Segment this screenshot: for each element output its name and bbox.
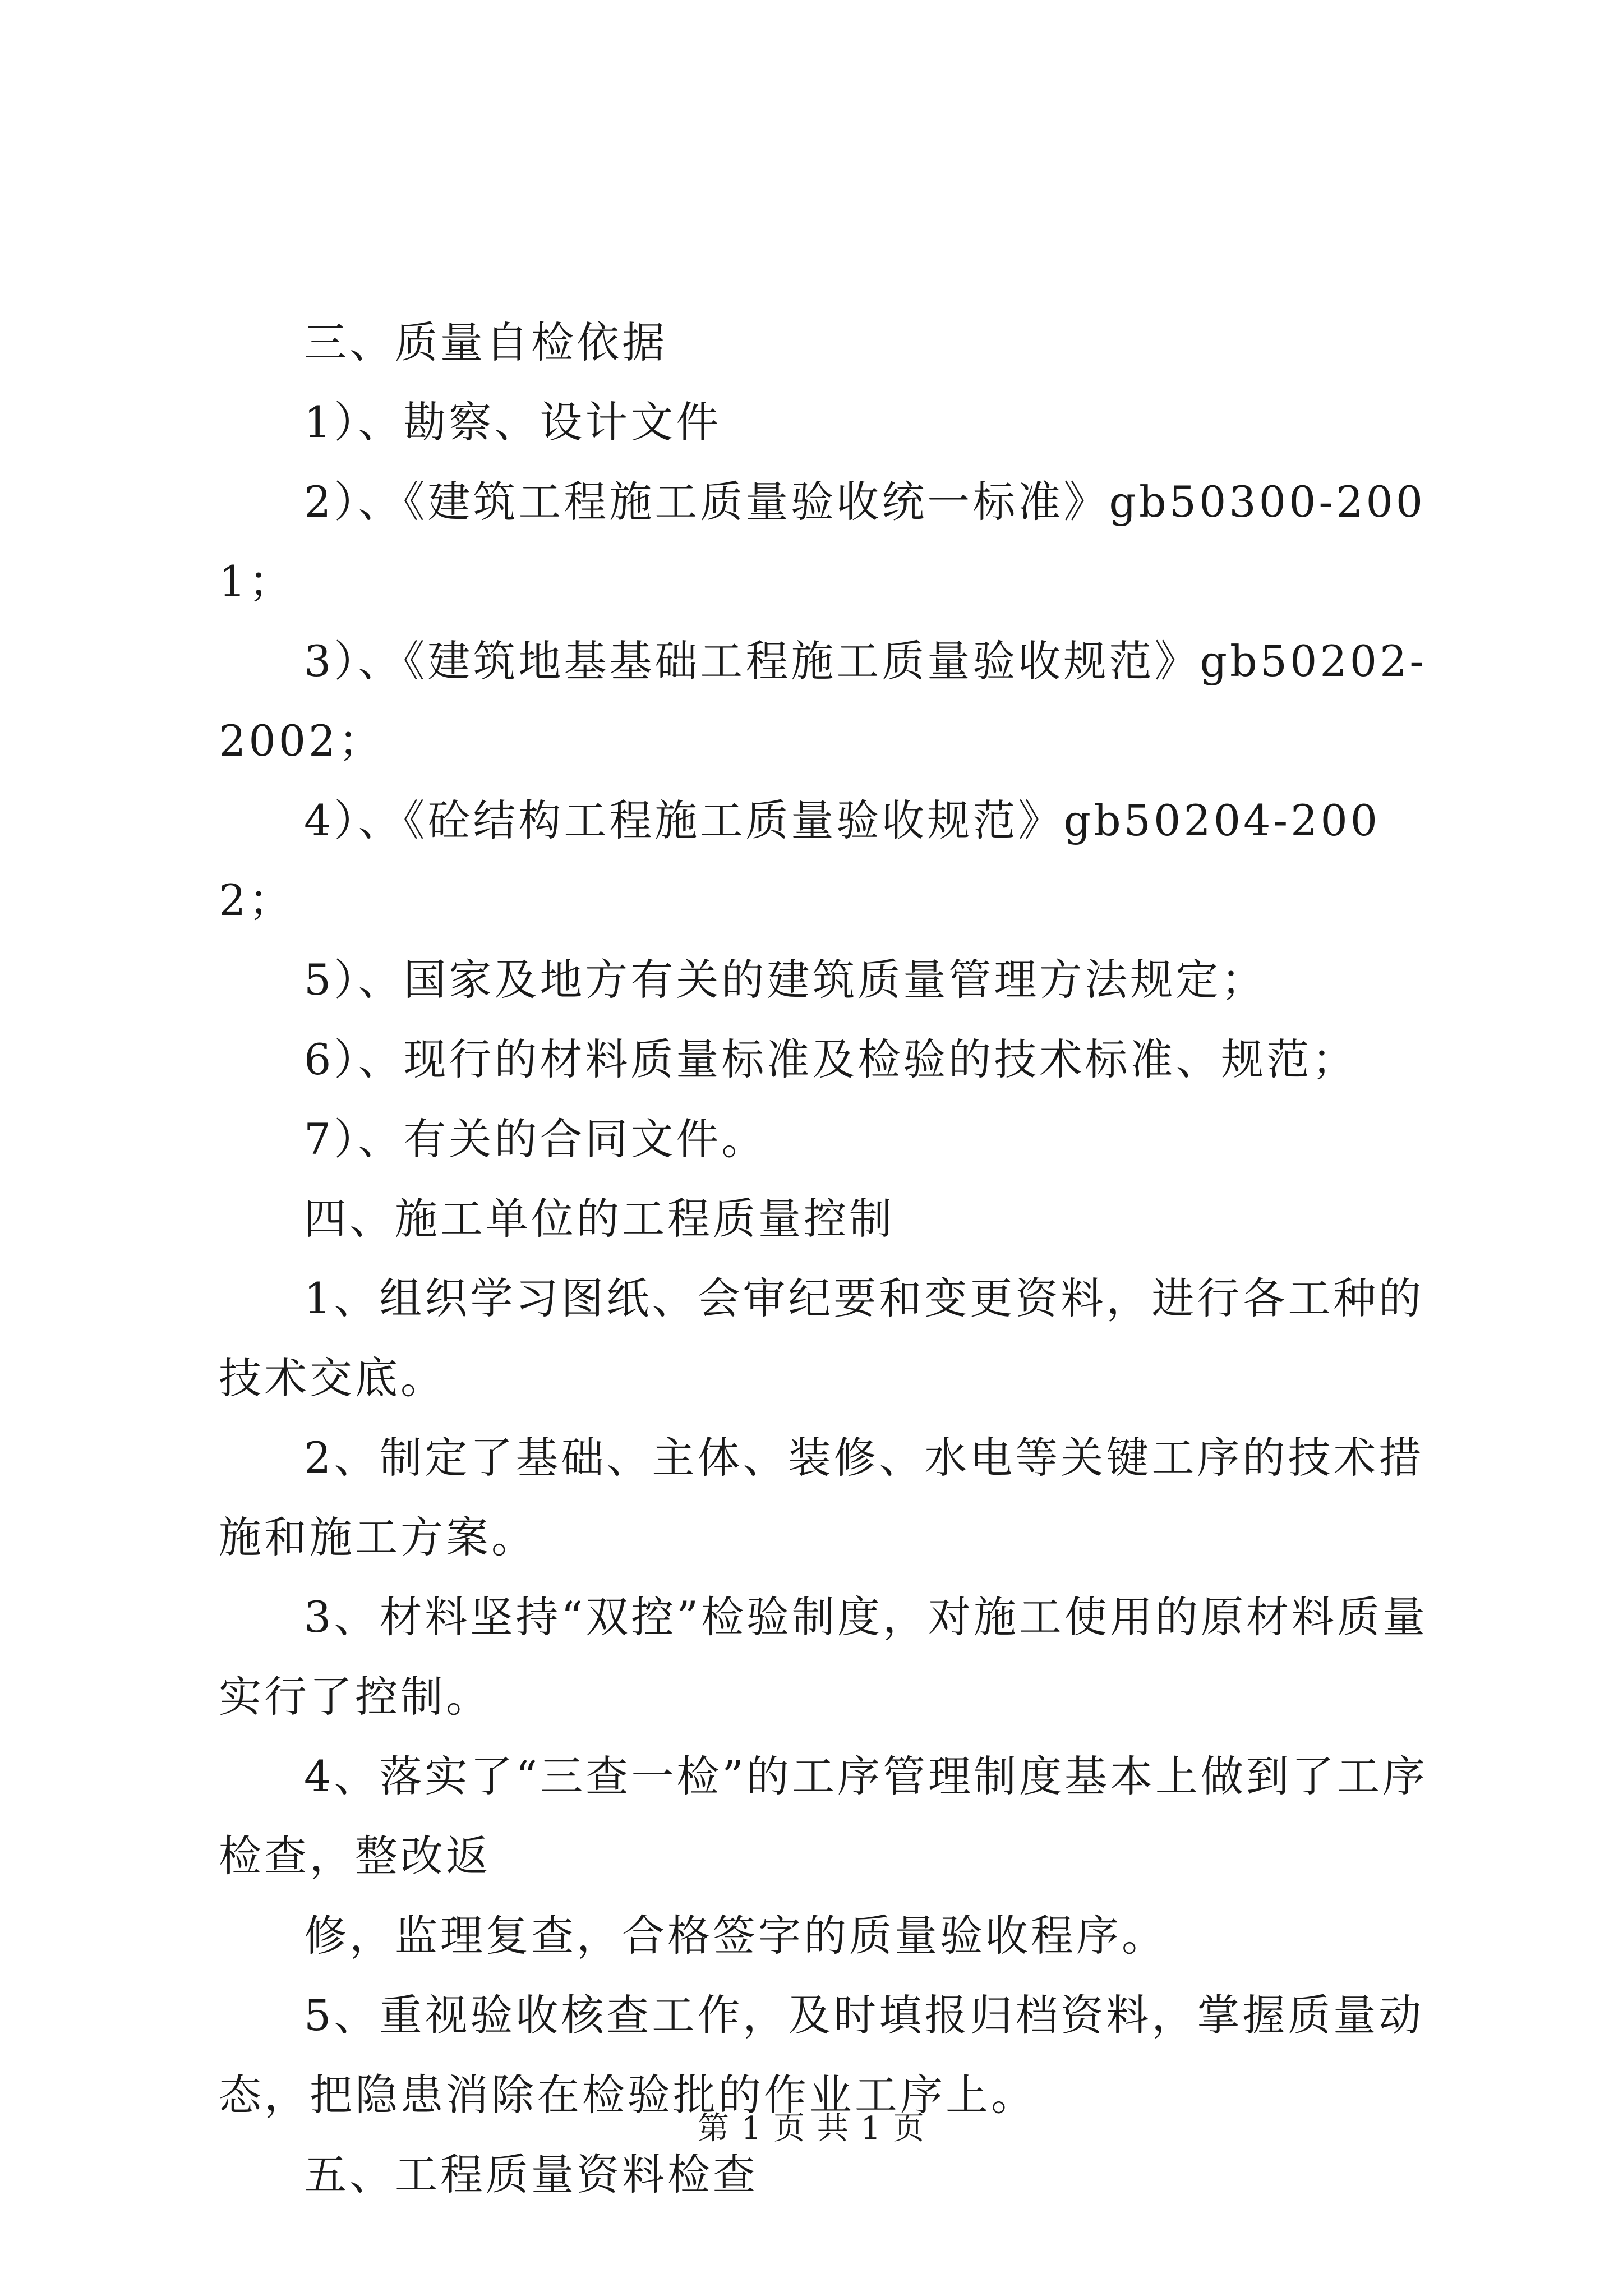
body-paragraph: 4、落实了“三查一检”的工序管理制度基本上做到了工序检查，整改返 <box>219 1751 1428 1881</box>
section-heading-3: 三、质量自检依据 <box>304 318 667 367</box>
document-body <box>219 303 1441 2215</box>
page-number: 第 1 页 共 1 页 <box>697 2110 926 2147</box>
body-paragraph: 3、材料坚持“双控”检验制度，对施工使用的原材料质量实行了控制。 <box>219 1592 1428 1722</box>
list-item: 6）、现行的材料质量标准及检验的技术标准、规范； <box>304 1034 1358 1084</box>
page-footer <box>0 2109 1623 2148</box>
body-paragraph: 5、重视验收核查工作，及时填报归档资料，掌握质量动态，把隐患消除在检验批的作业工序上。 <box>219 1990 1424 2120</box>
list-item: 2）、《建筑工程施工质量验收统一标准》gb50300-2001； <box>219 477 1426 606</box>
list-item: 4）、《砼结构工程施工质量验收规范》gb50204-2002； <box>219 795 1381 925</box>
list-item: 1）、勘察、设计文件 <box>304 397 722 447</box>
list-item: 5）、国家及地方有关的建筑质量管理方法规定； <box>304 955 1267 1005</box>
section-heading-5: 五、工程质量资料检查 <box>304 2150 758 2200</box>
body-paragraph: 修，监理复查，合格签字的质量验收程序。 <box>304 1911 1167 1961</box>
body-paragraph: 1、组织学习图纸、会审纪要和变更资料，进行各工种的技术交底。 <box>219 1273 1424 1403</box>
list-item: 3）、《建筑地基基础工程施工质量验收规范》gb50202-2002； <box>219 636 1427 766</box>
section-heading-4: 四、施工单位的工程质量控制 <box>304 1194 895 1244</box>
list-item: 7）、有关的合同文件。 <box>304 1114 767 1164</box>
body-paragraph: 2、制定了基础、主体、装修、水电等关键工序的技术措施和施工方案。 <box>219 1433 1424 1562</box>
